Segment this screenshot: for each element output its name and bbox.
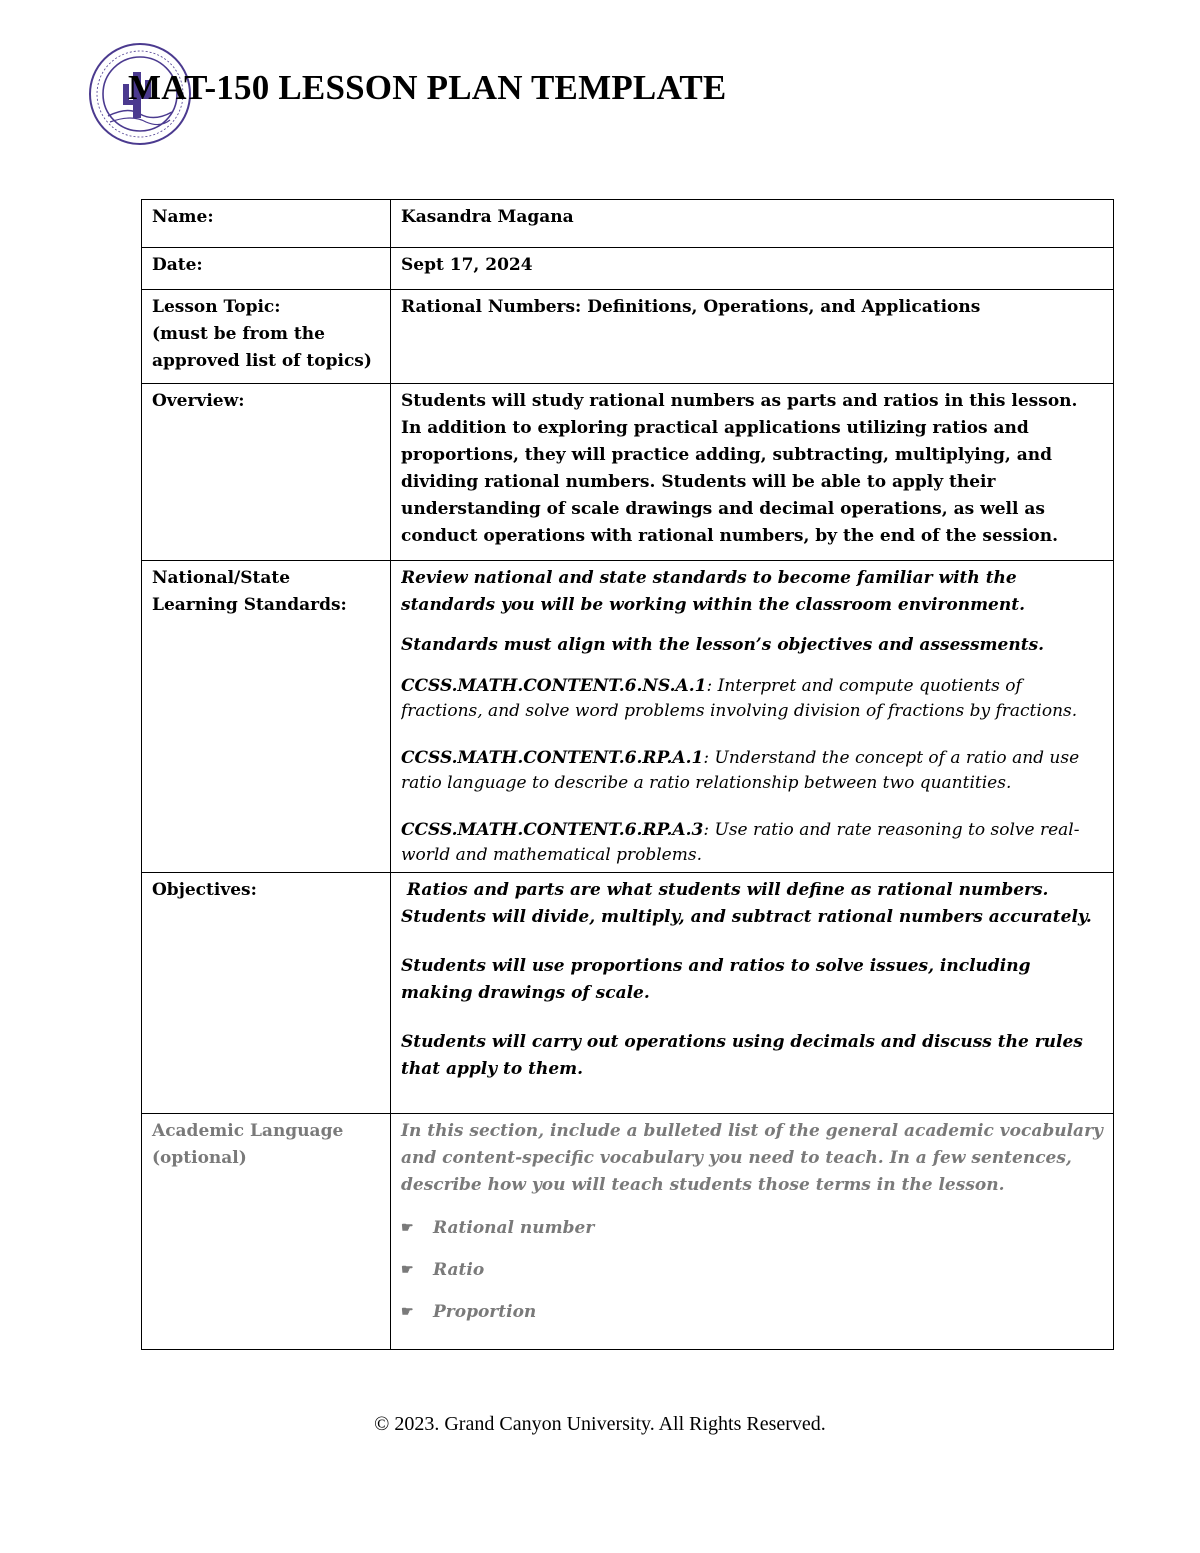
standard-item [401,674,1103,724]
objective-line: Ratios and parts are what students will define as rational numbers. [401,880,1049,900]
standards-intro: Review national and state standards to become familiar with the standards you will be working within the classroom environment. [401,568,1026,615]
table-row [142,200,1114,248]
hand-pointer-icon: ☛ [401,1304,414,1320]
name-label: Name: [142,200,391,248]
label-line: (must be from the [152,324,325,344]
vocab-term: Ratio [433,1260,485,1280]
objective-paragraph: Students will use proportions and ratios to solve issues, including making drawings of scale. [401,956,1031,1003]
standard-text: : Interpret and compute quotients of fractions, and solve word problems involving division of fractions by fractions. [401,676,1078,721]
lesson-topic-label [142,290,391,384]
standard-text: : Use ratio and rate reasoning to solve real-world and mathematical problems. [401,820,1080,864]
vocabulary-list [401,1215,1103,1326]
table-row [142,248,1114,290]
objectives-label: Objectives: [142,873,391,1114]
objectives-cell [391,873,1114,1114]
list-item [401,1299,1103,1326]
lesson-topic-value: Rational Numbers: Definitions, Operations, and Applications [391,290,1114,384]
label-line: approved list of topics) [152,351,372,371]
hand-pointer-icon: ☛ [401,1220,414,1236]
objective-paragraph: Students will carry out operations using decimals and discuss the rules that apply to them. [401,1032,1083,1079]
standard-code: CCSS.MATH.CONTENT.6.RP.A.1 [401,748,704,768]
name-value: Kasandra Magana [391,200,1114,248]
academic-language-cell [391,1114,1114,1350]
vocab-term: Rational number [433,1218,595,1238]
label-line: (optional) [152,1148,247,1168]
standards-content [401,565,1103,864]
date-label: Date: [142,248,391,290]
copyright-footer: © 2023. Grand Canyon University. All Rights Reserved. [374,1413,826,1435]
table-row [142,1114,1114,1350]
standard-item [401,746,1103,796]
hand-pointer-icon: ☛ [401,1262,414,1278]
table-row [142,384,1114,561]
overview-value: Students will study rational numbers as parts and ratios in this lesson. In addition to exploring practical applications utilizing ratios and proportions, they will practice adding, subtracting, multiplying, and dividing rational numbers. Students will be able to apply their understanding of scale drawings and decimal operations, as well as conduct operations with rational numbers, by the end of the session. [391,384,1114,561]
list-item [401,1215,1103,1242]
label-line: Academic Language [152,1121,344,1141]
standard-code: CCSS.MATH.CONTENT.6.RP.A.3 [401,820,704,840]
standards-align-note: Standards must align with the lesson’s objectives and assessments. [401,635,1045,655]
table-row [142,290,1114,384]
standard-item [401,818,1103,864]
lesson-plan-table [141,199,1114,1350]
academic-language-intro: In this section, include a bulleted list of the general academic vocabulary and content-specific vocabulary you need to teach. In a few sentences, describe how you will teach students those terms in the lesson. [401,1121,1103,1195]
standard-text: : Understand the concept of a ratio and use ratio language to describe a ratio relationship between two quantities. [401,748,1080,793]
page-title: MAT-150 LESSON PLAN TEMPLATE [128,68,727,107]
standards-cell [391,561,1114,873]
date-value: Sept 17, 2024 [391,248,1114,290]
academic-language-label [142,1114,391,1350]
table-row [142,873,1114,1114]
table-row [142,561,1114,873]
list-item [401,1257,1103,1284]
standards-label: National/State Learning Standards: [142,561,391,873]
label-line: Lesson Topic: [152,297,281,317]
vocab-term: Proportion [433,1302,537,1322]
overview-label: Overview: [142,384,391,561]
standard-code: CCSS.MATH.CONTENT.6.NS.A.1 [401,676,707,696]
objective-line: Students will divide, multiply, and subtract rational numbers accurately. [401,907,1092,927]
